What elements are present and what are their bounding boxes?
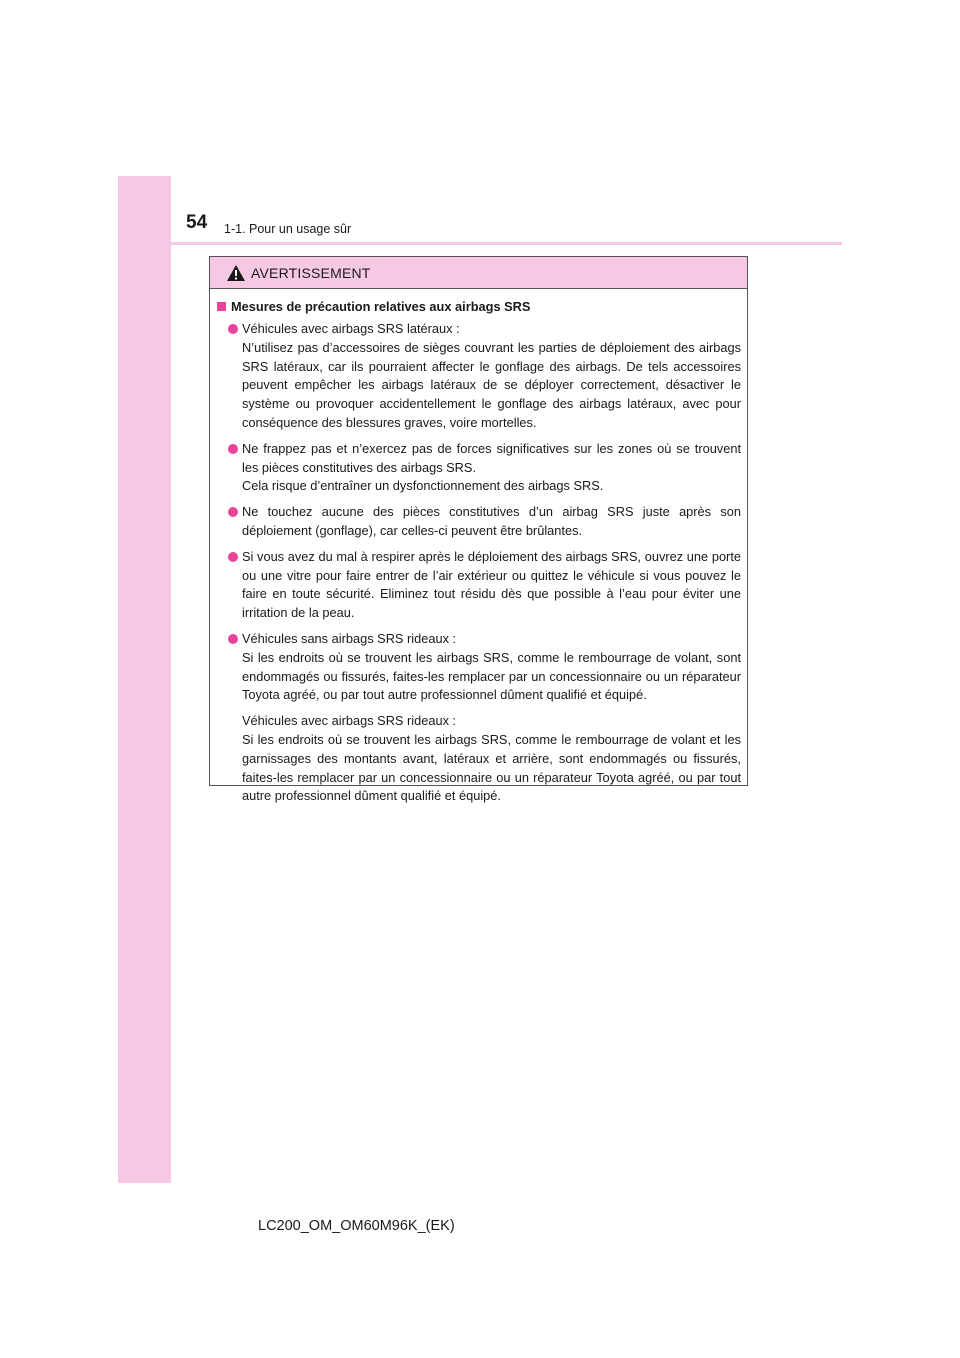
list-item-text: Véhicules avec airbags SRS latéraux : (242, 321, 460, 336)
list-item-text: Cela risque d’entraîner un dysfonctionnement des airbags SRS. (242, 478, 604, 494)
list-item-subblock (242, 712, 741, 806)
warning-header (210, 257, 747, 289)
page-number: 54 (186, 212, 208, 233)
circle-bullet-icon (228, 507, 238, 517)
circle-bullet-icon (228, 552, 238, 562)
header-rule (118, 242, 842, 245)
list-item-text: Si vous avez du mal à respirer après le déploiement des airbags SRS, ouvrez une porte ou une vitre pour faire entrer de l’air extérieur ou quittez le véhicule si vous pouvez le faire en toute sécurité. Eliminez tout résidu dès que possible à l’eau pour éviter une irritation de la peau. (242, 548, 741, 621)
section-heading (216, 299, 741, 314)
list-item (216, 548, 741, 623)
square-bullet-icon (217, 302, 226, 311)
list-item-text: Véhicules avec airbags SRS rideaux : (242, 713, 457, 729)
list-item (216, 320, 741, 433)
list-item-text: Véhicules sans airbags SRS rideaux : (242, 630, 457, 646)
list-item-text: Si les endroits où se trouvent les airbags SRS, comme le rembourrage de volant, sont endommagés ou fissurés, faites-les remplacer par un concessionnaire ou un réparateur Toyota agréé, ou par tout autre professionnel dûment qualifié et équipé. (242, 649, 741, 703)
list-item (216, 503, 741, 541)
document-code: LC200_OM_OM60M96K_(EK) (258, 1218, 455, 1234)
list-item-text: Ne frappez pas et n’exercez pas de forces significatives sur les zones où se trouvent les pièces constitutives des airbags SRS. (242, 440, 741, 475)
warning-title: AVERTISSEMENT (251, 264, 371, 281)
section-heading-text: Mesures de précaution relatives aux airbags SRS (231, 299, 531, 314)
section-title: 1-1. Pour un usage sûr (224, 222, 352, 236)
circle-bullet-icon (228, 324, 238, 334)
warning-box (209, 256, 748, 804)
list-item (216, 630, 741, 806)
warning-body (210, 289, 747, 806)
list-item-text: N’utilisez pas d’accessoires de sièges couvrant les parties de déploiement des airbags SRS latéraux, car ils pourraient affecter le gonflage des airbags. De tels accessoires peuvent empêcher les airbags latéraux de se déployer correctement, désactiver le système ou provoquer accidentellement le gonflage des airbags latéraux, avec pour conséquence des blessures graves, voire mortelles. (242, 339, 741, 430)
side-tab-bar (118, 176, 171, 1183)
list-item-text: Si les endroits où se trouvent les airbags SRS, comme le rembourrage de volant et les garnissages des montants avant, latéraux et arrière, sont endommagés ou fissurés, faites-les remplacer par un concessionnaire ou un réparateur Toyota agréé, ou par tout autre professionnel dûment qualifié et équipé. (242, 731, 741, 804)
list-item-text: Ne touchez aucune des pièces constitutives d’un airbag SRS juste après son déploiement (gonflage), car celles-ci peuvent être brûlantes. (242, 504, 741, 538)
list-item (216, 440, 741, 496)
circle-bullet-icon (228, 444, 238, 454)
warning-triangle-icon (226, 264, 246, 282)
circle-bullet-icon (228, 634, 238, 644)
